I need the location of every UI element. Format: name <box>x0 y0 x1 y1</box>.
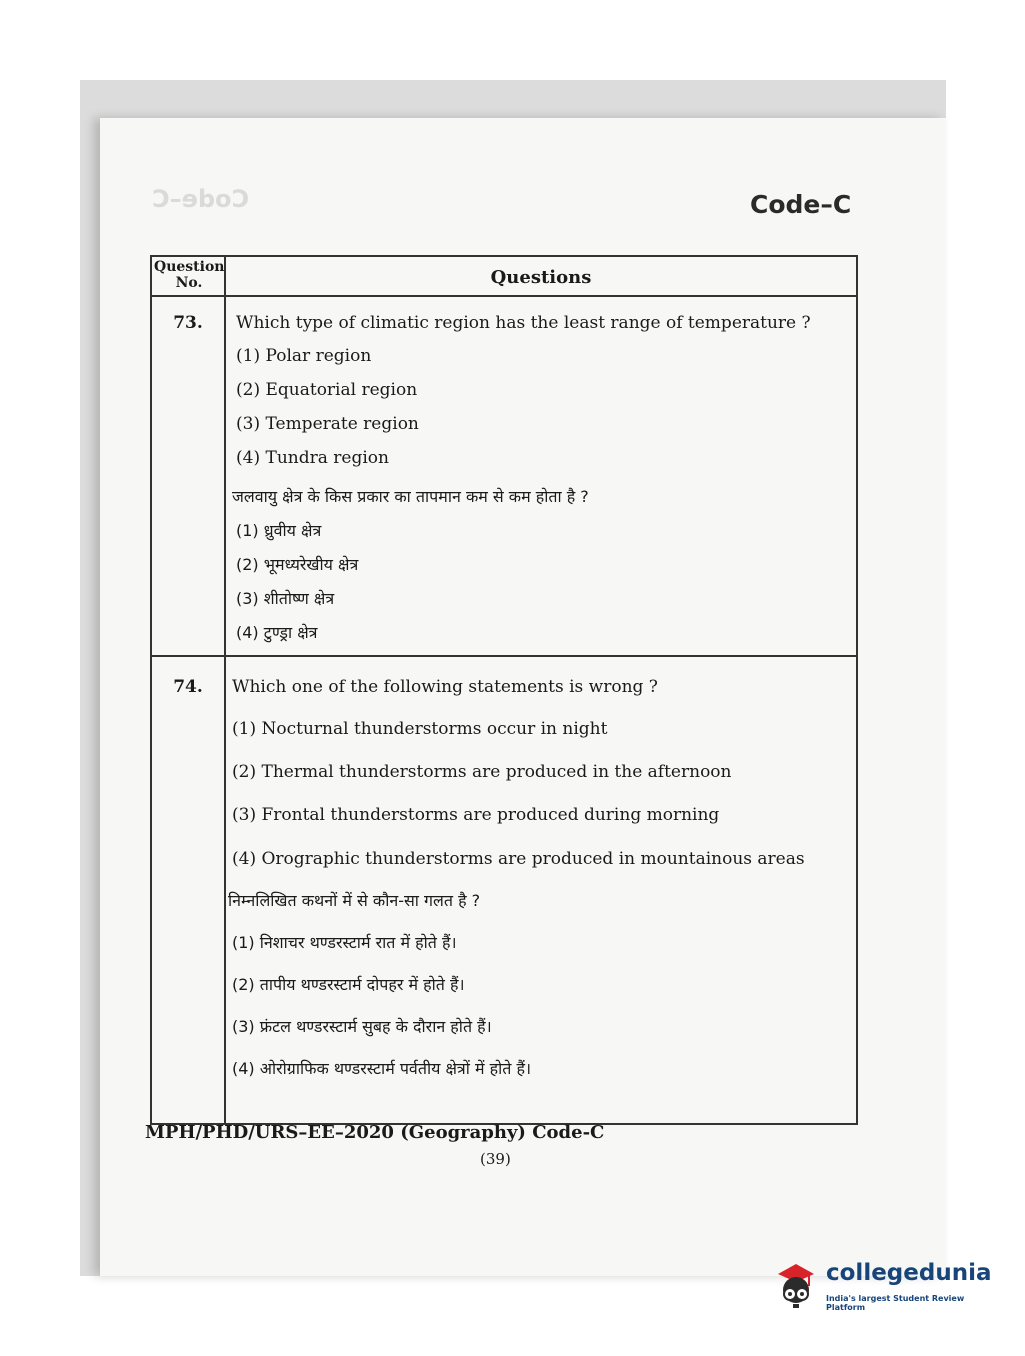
question-number: 73. <box>173 313 203 333</box>
option-english: (1) Nocturnal thunderstorms occur in night <box>232 719 608 739</box>
brand-name: collegedunia <box>826 1260 992 1286</box>
question-number: 74. <box>173 677 203 697</box>
option-hindi: (4) ओरोग्राफिक थण्डरस्टार्म पर्वतीय क्षेत्रों में होते हैं। <box>232 1059 532 1078</box>
question-text-english: Which type of climatic region has the least range of temperature ? <box>236 313 811 333</box>
option-english: (2) Thermal thunderstorms are produced in the afternoon <box>232 762 732 782</box>
column-divider <box>224 257 226 1123</box>
questions-header: Questions <box>490 267 592 288</box>
option-hindi: (2) तापीय थण्डरस्टार्म दोपहर में होते हैं। <box>232 975 465 994</box>
option-english: (3) Temperate region <box>236 414 419 434</box>
option-english: (3) Frontal thunderstorms are produced during morning <box>232 805 720 825</box>
question-text-hindi: निम्नलिखित कथनों में से कौन-सा गलत है ? <box>228 891 481 910</box>
option-english: (4) Tundra region <box>236 448 389 468</box>
code-title: Code–C <box>750 190 852 219</box>
question-number-header-line1: Question <box>154 259 225 275</box>
row-divider <box>152 655 856 657</box>
header-divider <box>152 295 856 297</box>
option-hindi: (3) फ्रंटल थण्डरस्टार्म सुबह के दौरान होते हैं। <box>232 1017 492 1036</box>
question-number-header-line2: No. <box>175 275 203 291</box>
brand-tagline: India's largest Student Review Platform <box>826 1294 965 1312</box>
question-number-header <box>154 259 224 291</box>
question-text-english: Which one of the following statements is wrong ? <box>232 677 658 697</box>
option-hindi: (2) भूमध्यरेखीय क्षेत्र <box>236 555 359 574</box>
option-hindi: (1) निशाचर थण्डरस्टार्म रात में होते हैं। <box>232 933 457 952</box>
question-text-hindi: जलवायु क्षेत्र के किस प्रकार का तापमान कम से कम होता है ? <box>232 487 589 506</box>
collegedunia-watermark <box>760 1250 1000 1320</box>
exam-footer: MPH/PHD/URS–EE–2020 (Geography) Code-C <box>145 1122 605 1143</box>
option-english: (4) Orographic thunderstorms are produced in mountainous areas <box>232 849 805 869</box>
student-mascot-icon <box>768 1256 824 1312</box>
option-english: (2) Equatorial region <box>236 380 418 400</box>
bleed-through-text: Code–C <box>152 185 250 213</box>
option-hindi: (4) टुण्ड्रा क्षेत्र <box>236 623 318 642</box>
question-table <box>150 255 858 1125</box>
page-number: (39) <box>480 1150 511 1168</box>
option-english: (1) Polar region <box>236 346 372 366</box>
option-hindi: (1) ध्रुवीय क्षेत्र <box>236 521 322 540</box>
option-hindi: (3) शीतोष्ण क्षेत्र <box>236 589 335 608</box>
